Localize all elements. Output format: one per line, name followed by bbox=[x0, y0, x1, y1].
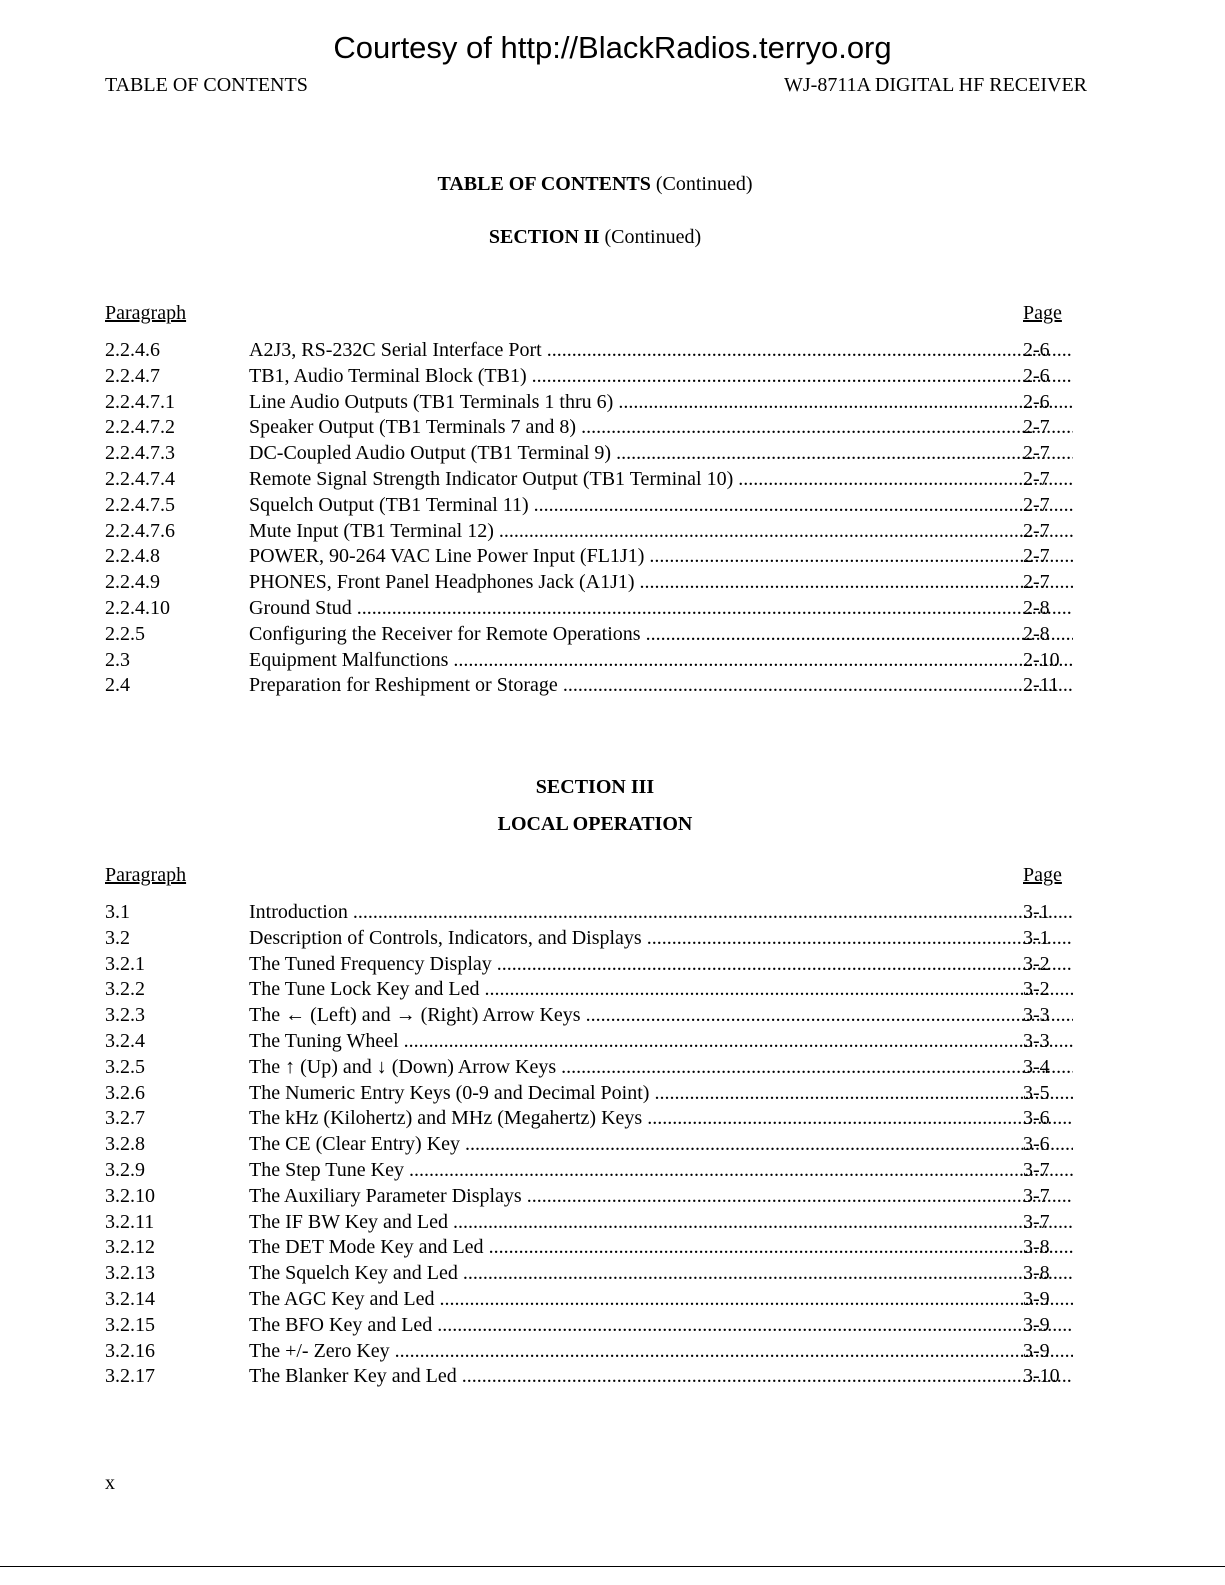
entry-title: The Squelch Key and Led ..... bbox=[249, 1261, 1073, 1286]
entry-title: A2J3, RS-232C Serial Interface Port ..... bbox=[249, 338, 1073, 363]
page-number-ref: 2-7 bbox=[1023, 493, 1050, 516]
paragraph-number: 3.2.12 bbox=[105, 1236, 155, 1259]
toc-entry bbox=[105, 544, 1105, 570]
page-number-ref: 3-1 bbox=[1023, 926, 1050, 949]
toc-entry bbox=[105, 926, 1105, 952]
entry-title: Line Audio Outputs (TB1 Terminals 1 thru 6) ..... bbox=[249, 390, 1073, 415]
toc-entry bbox=[105, 1003, 1105, 1029]
toc-entry bbox=[105, 519, 1105, 545]
page-number-ref: 3-1 bbox=[1023, 901, 1050, 923]
paragraph-number: 3.2 bbox=[105, 926, 130, 949]
toc-entry bbox=[105, 493, 1105, 519]
entry-title: The Tuning Wheel ..... bbox=[249, 1029, 1073, 1054]
page-number-ref: 3-7 bbox=[1023, 1184, 1050, 1207]
paragraph-number: 2.2.4.7.2 bbox=[105, 416, 175, 439]
entry-title: The Auxiliary Parameter Displays ..... bbox=[249, 1184, 1073, 1209]
toc-title-bold: TABLE OF CONTENTS bbox=[437, 173, 651, 195]
paragraph-number: 3.2.13 bbox=[105, 1262, 155, 1285]
page-number-ref: 3-9 bbox=[1023, 1313, 1050, 1336]
paragraph-number: 2.2.4.9 bbox=[105, 571, 160, 594]
toc-entry bbox=[105, 1339, 1105, 1365]
toc-entry bbox=[105, 900, 1105, 926]
entry-title: The ← (Left) and → (Right) Arrow Keys ..... bbox=[249, 1003, 1073, 1028]
paragraph-number: 3.2.5 bbox=[105, 1055, 145, 1078]
section-3-title bbox=[0, 774, 1190, 800]
paragraph-number: 3.2.7 bbox=[105, 1107, 145, 1130]
paragraph-number: 2.2.4.8 bbox=[105, 545, 160, 568]
paragraph-number: 3.2.17 bbox=[105, 1365, 155, 1388]
entry-title: TB1, Audio Terminal Block (TB1) ..... bbox=[249, 364, 1073, 389]
entry-title: The Tuned Frequency Display ..... bbox=[249, 952, 1073, 977]
toc-entry bbox=[105, 1184, 1105, 1210]
entry-title: The kHz (Kilohertz) and MHz (Megahertz) Keys ..... bbox=[249, 1106, 1073, 1131]
bottom-rule bbox=[0, 1566, 1225, 1567]
page-number-ref: 2-8 bbox=[1023, 622, 1050, 645]
toc-entry bbox=[105, 1210, 1105, 1236]
paragraph-number: 3.1 bbox=[105, 901, 130, 923]
section-3-subtitle-bold: LOCAL OPERATION bbox=[497, 813, 693, 835]
section-3-toc-list bbox=[105, 900, 1105, 1390]
paragraph-number: 2.2.4.7.6 bbox=[105, 519, 175, 542]
section-3-subtitle bbox=[0, 811, 1190, 837]
toc-entry bbox=[105, 1235, 1105, 1261]
page-number-ref: 2-6 bbox=[1023, 339, 1050, 361]
toc-entry bbox=[105, 1261, 1105, 1287]
toc-title-suffix: (Continued) bbox=[650, 173, 753, 195]
toc-entry bbox=[105, 1055, 1105, 1081]
entry-title: The DET Mode Key and Led ..... bbox=[249, 1235, 1073, 1260]
paragraph-number: 2.2.4.7.1 bbox=[105, 390, 175, 413]
paragraph-number: 2.2.4.6 bbox=[105, 339, 160, 361]
entry-title: The +/- Zero Key ..... bbox=[249, 1339, 1073, 1364]
section-2-page-heading: Page bbox=[1023, 302, 1062, 324]
toc-entry bbox=[105, 1364, 1105, 1390]
entry-title: The Step Tune Key ..... bbox=[249, 1158, 1073, 1183]
paragraph-number: 3.2.15 bbox=[105, 1313, 155, 1336]
entry-title: The Tune Lock Key and Led ..... bbox=[249, 977, 1073, 1002]
page-number-ref: 2-7 bbox=[1023, 571, 1050, 594]
paragraph-number: 3.2.4 bbox=[105, 1029, 145, 1052]
paragraph-number: 2.2.4.7 bbox=[105, 364, 160, 387]
page-number-ref: 3-2 bbox=[1023, 952, 1050, 975]
page-number: x bbox=[105, 1472, 115, 1494]
toc-entry bbox=[105, 467, 1105, 493]
paragraph-number: 3.2.3 bbox=[105, 1004, 145, 1027]
running-header-left: TABLE OF CONTENTS bbox=[105, 74, 308, 96]
paragraph-number: 3.2.10 bbox=[105, 1184, 155, 1207]
entry-title: PHONES, Front Panel Headphones Jack (A1J1) ..... bbox=[249, 570, 1073, 595]
toc-entry bbox=[105, 338, 1105, 364]
section-2-title-suffix: (Continued) bbox=[599, 226, 702, 248]
toc-entry bbox=[105, 596, 1105, 622]
paragraph-number: 2.2.5 bbox=[105, 622, 145, 645]
entry-title: POWER, 90-264 VAC Line Power Input (FL1J1) ..... bbox=[249, 544, 1073, 569]
running-header-right: WJ-8711A DIGITAL HF RECEIVER bbox=[784, 74, 1087, 96]
paragraph-number: 2.3 bbox=[105, 648, 130, 671]
section-2-title-bold: SECTION II bbox=[488, 226, 600, 248]
section-3-paragraph-heading: Paragraph bbox=[105, 864, 187, 886]
page-number-ref: 2-6 bbox=[1023, 364, 1050, 387]
page-number-ref: 2-11 bbox=[1023, 674, 1059, 697]
page-number-ref: 2-7 bbox=[1023, 442, 1050, 465]
page-number-ref: 3-9 bbox=[1023, 1287, 1050, 1310]
courtesy-banner: Courtesy of http://BlackRadios.terryo.org bbox=[333, 30, 892, 65]
page-number-ref: 3-3 bbox=[1023, 1029, 1050, 1052]
entry-title: Squelch Output (TB1 Terminal 11) ..... bbox=[249, 493, 1073, 518]
page-number-ref: 2-7 bbox=[1023, 519, 1050, 542]
page-number-ref: 2-7 bbox=[1023, 467, 1050, 490]
toc-entry bbox=[105, 1132, 1105, 1158]
section-2-toc-list bbox=[105, 338, 1105, 699]
toc-entry bbox=[105, 390, 1105, 416]
entry-title: Equipment Malfunctions ..... bbox=[249, 648, 1073, 673]
toc-entry bbox=[105, 1081, 1105, 1107]
page-number-ref: 3-8 bbox=[1023, 1236, 1050, 1259]
paragraph-number: 2.4 bbox=[105, 674, 130, 697]
toc-entry bbox=[105, 1287, 1105, 1313]
toc-entry bbox=[105, 570, 1105, 596]
entry-title: The Blanker Key and Led ..... bbox=[249, 1364, 1073, 1389]
page-number-ref: 3-3 bbox=[1023, 1004, 1050, 1027]
page-number-ref: 2-7 bbox=[1023, 545, 1050, 568]
page-number-ref: 3-2 bbox=[1023, 978, 1050, 1001]
paragraph-number: 2.2.4.10 bbox=[105, 596, 170, 619]
paragraph-number: 3.2.16 bbox=[105, 1339, 155, 1362]
page-number-ref: 3-7 bbox=[1023, 1210, 1050, 1233]
section-2-paragraph-heading: Paragraph bbox=[105, 302, 187, 324]
entry-title: Configuring the Receiver for Remote Operations ..... bbox=[249, 622, 1073, 647]
section-3-title-bold: SECTION III bbox=[535, 776, 655, 798]
toc-entry bbox=[105, 364, 1105, 390]
toc-entry bbox=[105, 441, 1105, 467]
toc-entry bbox=[105, 673, 1105, 699]
paragraph-number: 2.2.4.7.5 bbox=[105, 493, 175, 516]
entry-title: The ↑ (Up) and ↓ (Down) Arrow Keys ..... bbox=[249, 1055, 1073, 1080]
paragraph-number: 3.2.11 bbox=[105, 1210, 155, 1233]
entry-title: Ground Stud ..... bbox=[249, 596, 1073, 621]
entry-title: The CE (Clear Entry) Key ..... bbox=[249, 1132, 1073, 1157]
entry-title: The Numeric Entry Keys (0-9 and Decimal Point) ..... bbox=[249, 1081, 1073, 1106]
page-number-ref: 3-4 bbox=[1023, 1055, 1050, 1078]
paragraph-number: 3.2.14 bbox=[105, 1287, 155, 1310]
entry-title: DC-Coupled Audio Output (TB1 Terminal 9) ..... bbox=[249, 441, 1073, 466]
page-number-ref: 2-7 bbox=[1023, 416, 1050, 439]
entry-title: The BFO Key and Led ..... bbox=[249, 1313, 1073, 1338]
paragraph-number: 2.2.4.7.4 bbox=[105, 467, 175, 490]
section-3-page-heading: Page bbox=[1023, 864, 1062, 886]
toc-entry bbox=[105, 952, 1105, 978]
toc-entry bbox=[105, 977, 1105, 1003]
page-number-ref: 2-6 bbox=[1023, 390, 1050, 413]
entry-title: Speaker Output (TB1 Terminals 7 and 8) ..... bbox=[249, 415, 1073, 440]
page-number-ref: 3-8 bbox=[1023, 1262, 1050, 1285]
paragraph-number: 3.2.8 bbox=[105, 1133, 145, 1156]
page-number-ref: 3-5 bbox=[1023, 1081, 1050, 1104]
toc-entry bbox=[105, 1029, 1105, 1055]
page-number-ref: 3-6 bbox=[1023, 1133, 1050, 1156]
page-number-ref: 2-8 bbox=[1023, 596, 1050, 619]
toc-title bbox=[0, 171, 1190, 197]
paragraph-number: 3.2.2 bbox=[105, 978, 145, 1001]
paragraph-number: 2.2.4.7.3 bbox=[105, 442, 175, 465]
page-number-ref: 2-10 bbox=[1023, 648, 1060, 671]
entry-title: Description of Controls, Indicators, and Displays ..... bbox=[249, 926, 1073, 951]
toc-entry bbox=[105, 1106, 1105, 1132]
section-2-title bbox=[0, 224, 1190, 250]
toc-entry bbox=[105, 622, 1105, 648]
entry-title: Mute Input (TB1 Terminal 12) ..... bbox=[249, 519, 1073, 544]
page-number-ref: 3-7 bbox=[1023, 1158, 1050, 1181]
page-number-ref: 3-10 bbox=[1023, 1365, 1060, 1388]
toc-entry bbox=[105, 415, 1105, 441]
paragraph-number: 3.2.6 bbox=[105, 1081, 145, 1104]
entry-title: Remote Signal Strength Indicator Output (TB1 Terminal 10) ..... bbox=[249, 467, 1073, 492]
paragraph-number: 3.2.1 bbox=[105, 952, 145, 975]
page-number-ref: 3-9 bbox=[1023, 1339, 1050, 1362]
toc-entry bbox=[105, 1313, 1105, 1339]
toc-entry bbox=[105, 1158, 1105, 1184]
paragraph-number: 3.2.9 bbox=[105, 1158, 145, 1181]
page-number-ref: 3-6 bbox=[1023, 1107, 1050, 1130]
toc-entry bbox=[105, 648, 1105, 674]
entry-title: Introduction ..... bbox=[249, 900, 1073, 925]
entry-title: The AGC Key and Led ..... bbox=[249, 1287, 1073, 1312]
entry-title: Preparation for Reshipment or Storage ..... bbox=[249, 673, 1073, 698]
entry-title: The IF BW Key and Led ..... bbox=[249, 1210, 1073, 1235]
